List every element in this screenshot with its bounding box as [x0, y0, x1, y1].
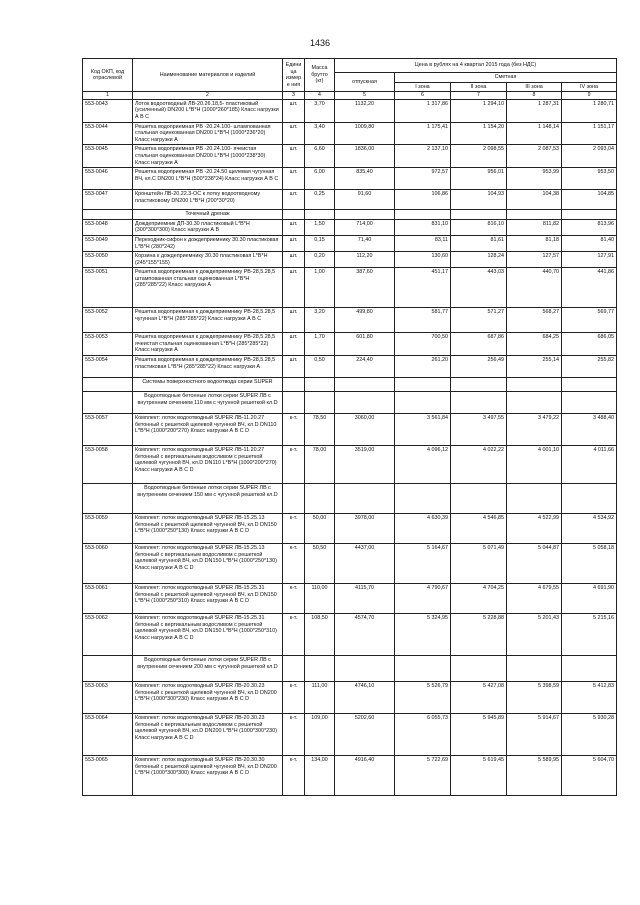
zone-3-price: 811,82 — [507, 219, 562, 235]
unit-cell: шт. — [283, 252, 305, 268]
empty-cell — [562, 484, 617, 514]
zone-3-price: 4 522,99 — [507, 514, 562, 544]
zone-3-price: 1 287,31 — [507, 99, 562, 122]
zone-2-price: 1 154,20 — [451, 122, 507, 145]
header-zone-4: IV зона — [562, 82, 617, 92]
column-number-row — [83, 92, 617, 100]
product-code: 553-0052 — [83, 308, 133, 333]
zone-1-price: 83,11 — [395, 235, 451, 251]
unit-cell: к-т. — [283, 584, 305, 614]
product-name: Решетка водоприемная к дождеприемнику РВ-28,5.28,5 пластиковая L*В*Н (285*285*22) Класс нагрузки А — [133, 356, 283, 378]
table-row — [83, 714, 617, 756]
empty-cell — [507, 656, 562, 682]
zone-2-price: 4 704,25 — [451, 584, 507, 614]
product-name: Комплект: лоток водоотводный SUPER ЛВ-11.20.27 бетонный с вертикальным водосливом с решеткой щелевой чугунной ВЧ, кл.D DN110 L*В*Н (1000*200*270) Класс нагрузки А В С D — [133, 446, 283, 484]
mass-cell: 110,00 — [305, 584, 335, 614]
product-code: 553-0059 — [83, 514, 133, 544]
column-number: 4 — [305, 92, 335, 100]
product-name: Решетка водоприемная к дождеприемнику РВ-28,5.28,5 штампованная стальная оцинкованная L*В*Н (285*285*22) Класс нагрузки А — [133, 268, 283, 308]
empty-cell — [83, 484, 133, 514]
mass-cell: 50,00 — [305, 514, 335, 544]
release-price-cell: 4916,40 — [335, 756, 395, 796]
product-code: 553-0054 — [83, 356, 133, 378]
empty-cell — [305, 656, 335, 682]
column-number: 3 — [283, 92, 305, 100]
mass-cell: 6,00 — [305, 168, 335, 190]
table-row — [83, 584, 617, 614]
page-number: 1436 — [309, 38, 331, 48]
header-name: Наименование материалов и изделий — [133, 59, 283, 92]
zone-4-price: 104,85 — [562, 190, 617, 210]
product-code: 553-0044 — [83, 122, 133, 145]
zone-1-price: 4 630,39 — [395, 514, 451, 544]
release-price-cell: 91,60 — [335, 190, 395, 210]
zone-4-price: 127,91 — [562, 252, 617, 268]
header-mass: Масса брутто (кг) — [305, 59, 335, 92]
zone-2-price: 256,49 — [451, 356, 507, 378]
zone-1-price: 1 317,86 — [395, 99, 451, 122]
zone-4-price: 441,86 — [562, 268, 617, 308]
section-row — [83, 210, 617, 220]
release-price-cell: 4574,70 — [335, 614, 395, 656]
zone-2-price: 128,24 — [451, 252, 507, 268]
table-row — [83, 756, 617, 796]
empty-cell — [451, 484, 507, 514]
zone-2-price: 5 427,08 — [451, 682, 507, 714]
empty-cell — [283, 378, 305, 392]
zone-2-price: 2 098,55 — [451, 145, 507, 168]
unit-cell: шт. — [283, 168, 305, 190]
product-code: 553-0051 — [83, 268, 133, 308]
section-row — [83, 656, 617, 682]
zone-2-price: 1 294,10 — [451, 99, 507, 122]
empty-cell — [305, 210, 335, 220]
zone-1-price: 700,50 — [395, 333, 451, 356]
zone-3-price: 255,14 — [507, 356, 562, 378]
section-title: Точечный дренаж — [133, 210, 283, 220]
zone-1-price: 972,57 — [395, 168, 451, 190]
column-number: 5 — [335, 92, 395, 100]
product-code: 553-0062 — [83, 614, 133, 656]
section-row — [83, 392, 617, 414]
table-row — [83, 145, 617, 168]
product-name: Решетка водоприемная РВ -20.24.100- ячеистая стальная оцинкованная DN200 L*В*Н (1000*238*30) Класс нагрузки А — [133, 145, 283, 168]
zone-3-price: 953,99 — [507, 168, 562, 190]
table-row — [83, 219, 617, 235]
table-row — [83, 682, 617, 714]
mass-cell: 3,20 — [305, 308, 335, 333]
product-name: Комплект: лоток водоотводный SUPER ЛВ-20.30.23 бетонный с вертикальным водосливом с решеткой щелевой чугунной ВЧ, кл.D DN200 L*В*Н (1000*300*230) Класс нагрузки А В С D — [133, 714, 283, 756]
unit-cell: к-т. — [283, 446, 305, 484]
mass-cell: 50,50 — [305, 544, 335, 584]
product-name: Комплект: лоток водоотводный SUPER ЛВ-15.25.13 бетонный с решеткой щелевой чугунной ВЧ, кл.D DN150 L*В*Н (1000*250*130) Класс нагрузки А В С D — [133, 514, 283, 544]
zone-4-price: 5 930,28 — [562, 714, 617, 756]
unit-cell: к-т. — [283, 514, 305, 544]
zone-2-price: 81,61 — [451, 235, 507, 251]
empty-cell — [83, 210, 133, 220]
unit-cell: шт. — [283, 333, 305, 356]
zone-4-price: 4 534,92 — [562, 514, 617, 544]
empty-cell — [83, 378, 133, 392]
section-title: Водоотводные бетонные лотки серии SUPER ЛВ с внутренним сечением 200 мм с чугунной решеткой кл.D — [133, 656, 283, 682]
zone-3-price: 1 148,14 — [507, 122, 562, 145]
product-code: 553-0045 — [83, 145, 133, 168]
zone-3-price: 127,57 — [507, 252, 562, 268]
table-row — [83, 252, 617, 268]
empty-cell — [305, 392, 335, 414]
empty-cell — [283, 392, 305, 414]
empty-cell — [335, 484, 395, 514]
section-row — [83, 484, 617, 514]
zone-2-price: 5 619,45 — [451, 756, 507, 796]
release-price-cell: 4746,10 — [335, 682, 395, 714]
product-name: Комплект: лоток водоотводный SUPER ЛВ-15.25.31 бетонный с решеткой щелевой чугунной ВЧ, кл.D DN150 L*В*Н (1000*250*310) Класс нагрузки А В С D — [133, 584, 283, 614]
release-price-cell: 4115,70 — [335, 584, 395, 614]
zone-3-price: 4 001,10 — [507, 446, 562, 484]
mass-cell: 6,60 — [305, 145, 335, 168]
product-name: Комплект: лоток водоотводный SUPER ЛВ-20.30.30 бетонный с решеткой щелевой чугунной ВЧ, кл.D DN200 L*В*Н (1000*300*300) Класс нагрузки А В С D — [133, 756, 283, 796]
section-title: Водоотводные бетонные лотки серии SUPER ЛВ с внутренним сечением 110 мм с чугунной решеткой кл.D — [133, 392, 283, 414]
zone-4-price: 1 151,17 — [562, 122, 617, 145]
zone-2-price: 5 071,49 — [451, 544, 507, 584]
product-code: 553-0060 — [83, 544, 133, 584]
mass-cell: 0,50 — [305, 356, 335, 378]
unit-cell: к-т. — [283, 756, 305, 796]
section-title: Системы поверхностного водоотвода серии SUPER — [133, 378, 283, 392]
product-code: 553-0057 — [83, 414, 133, 446]
release-price-cell: 224,40 — [335, 356, 395, 378]
zone-1-price: 130,60 — [395, 252, 451, 268]
empty-cell — [335, 656, 395, 682]
table-row — [83, 190, 617, 210]
product-code: 553-0050 — [83, 252, 133, 268]
empty-cell — [83, 392, 133, 414]
empty-cell — [283, 656, 305, 682]
mass-cell: 111,00 — [305, 682, 335, 714]
zone-1-price: 5 164,67 — [395, 544, 451, 584]
zone-4-price: 5 604,70 — [562, 756, 617, 796]
empty-cell — [305, 378, 335, 392]
zone-3-price: 5 044,87 — [507, 544, 562, 584]
release-price-cell: 835,40 — [335, 168, 395, 190]
product-code: 553-0048 — [83, 219, 133, 235]
mass-cell: 1,70 — [305, 333, 335, 356]
mass-cell: 78,00 — [305, 446, 335, 484]
empty-cell — [335, 392, 395, 414]
mass-cell: 78,50 — [305, 414, 335, 446]
zone-4-price: 953,50 — [562, 168, 617, 190]
table-row — [83, 446, 617, 484]
unit-cell: шт. — [283, 235, 305, 251]
zone-4-price: 5 215,16 — [562, 614, 617, 656]
empty-cell — [283, 484, 305, 514]
empty-cell — [507, 392, 562, 414]
zone-2-price: 5 945,89 — [451, 714, 507, 756]
zone-3-price: 568,27 — [507, 308, 562, 333]
section-title: Водоотводные бетонные лотки серии SUPER ЛВ с внутренним сечением 150 мм с чугунной решеткой кл.D — [133, 484, 283, 514]
product-name: Комплект: лоток водоотводный SUPER ЛВ-11.20.27 бетонный с решеткой щелевой чугунной ВЧ, кл.D DN110 L*В*Н (1000*200*270) Класс нагрузки А В С D — [133, 414, 283, 446]
zone-3-price: 440,70 — [507, 268, 562, 308]
zone-1-price: 6 055,73 — [395, 714, 451, 756]
header-unit: Едини ца измере ния — [283, 59, 305, 92]
unit-cell: шт. — [283, 308, 305, 333]
zone-4-price: 1 280,71 — [562, 99, 617, 122]
table-row — [83, 356, 617, 378]
product-name: Кронштейн ЛВ-20.22.3-ОС к лотку водоотводному пластиковому DN200 L*В*Н (200*30*20) — [133, 190, 283, 210]
column-number: 6 — [395, 92, 451, 100]
zone-4-price: 255,82 — [562, 356, 617, 378]
zone-3-price: 2 087,53 — [507, 145, 562, 168]
table-row — [83, 235, 617, 251]
zone-1-price: 2 137,10 — [395, 145, 451, 168]
header-zone-2: II зона — [451, 82, 507, 92]
release-price-cell: 499,80 — [335, 308, 395, 333]
zone-4-price: 813,96 — [562, 219, 617, 235]
mass-cell: 0,15 — [305, 235, 335, 251]
release-price-cell: 1836,00 — [335, 145, 395, 168]
unit-cell: шт. — [283, 190, 305, 210]
release-price-cell: 4437,00 — [335, 544, 395, 584]
price-table — [82, 58, 617, 796]
mass-cell: 0,25 — [305, 190, 335, 210]
mass-cell: 3,70 — [305, 99, 335, 122]
zone-3-price: 5 589,95 — [507, 756, 562, 796]
column-number: 7 — [451, 92, 507, 100]
empty-cell — [451, 210, 507, 220]
empty-cell — [562, 210, 617, 220]
zone-4-price: 2 093,04 — [562, 145, 617, 168]
unit-cell: к-т. — [283, 682, 305, 714]
empty-cell — [395, 210, 451, 220]
zone-1-price: 451,17 — [395, 268, 451, 308]
header-release-price: отпускная — [335, 73, 395, 92]
zone-1-price: 261,20 — [395, 356, 451, 378]
zone-4-price: 569,77 — [562, 308, 617, 333]
mass-cell: 1,50 — [305, 219, 335, 235]
zone-2-price: 956,01 — [451, 168, 507, 190]
mass-cell: 1,00 — [305, 268, 335, 308]
zone-1-price: 5 722,69 — [395, 756, 451, 796]
header-zone-1: I зона — [395, 82, 451, 92]
mass-cell: 108,50 — [305, 614, 335, 656]
column-number: 2 — [133, 92, 283, 100]
release-price-cell: 3060,00 — [335, 414, 395, 446]
zone-1-price: 831,10 — [395, 219, 451, 235]
release-price-cell: 112,20 — [335, 252, 395, 268]
empty-cell — [507, 210, 562, 220]
column-number: 1 — [83, 92, 133, 100]
mass-cell: 3,40 — [305, 122, 335, 145]
table-row — [83, 268, 617, 308]
table-row — [83, 544, 617, 584]
empty-cell — [305, 484, 335, 514]
release-price-cell: 714,00 — [335, 219, 395, 235]
empty-cell — [395, 484, 451, 514]
empty-cell — [335, 210, 395, 220]
zone-4-price: 81,40 — [562, 235, 617, 251]
header-estimate: Сметная — [395, 73, 617, 83]
table-row — [83, 614, 617, 656]
table-row — [83, 308, 617, 333]
product-code: 553-0046 — [83, 168, 133, 190]
empty-cell — [335, 378, 395, 392]
zone-3-price: 684,25 — [507, 333, 562, 356]
zone-1-price: 1 175,41 — [395, 122, 451, 145]
product-name: Корзина к дождеприемнику 30.30 пластиковая L*В*Н (245*155*155) — [133, 252, 283, 268]
product-code: 553-0053 — [83, 333, 133, 356]
release-price-cell: 3978,00 — [335, 514, 395, 544]
zone-3-price: 5 398,59 — [507, 682, 562, 714]
empty-cell — [395, 392, 451, 414]
zone-1-price: 5 324,95 — [395, 614, 451, 656]
zone-2-price: 443,03 — [451, 268, 507, 308]
release-price-cell: 601,80 — [335, 333, 395, 356]
release-price-cell: 71,40 — [335, 235, 395, 251]
zone-1-price: 3 561,84 — [395, 414, 451, 446]
empty-cell — [395, 378, 451, 392]
mass-cell: 134,00 — [305, 756, 335, 796]
zone-4-price: 686,05 — [562, 333, 617, 356]
unit-cell: шт. — [283, 268, 305, 308]
product-code: 553-0063 — [83, 682, 133, 714]
product-code: 553-0058 — [83, 446, 133, 484]
zone-3-price: 104,38 — [507, 190, 562, 210]
zone-2-price: 5 228,88 — [451, 614, 507, 656]
product-name: Лоток водоотводный ЛВ-20.26.18,5- пластиковый (усиленный) DN200 L*В*Н (1000*260*185) Класс нагрузки А В С — [133, 99, 283, 122]
product-name: Решетка водоприемная к дождеприемнику РВ-28,5.28,5 чугунная L*В*Н (285*285*22) Класс нагрузки А В С — [133, 308, 283, 333]
zone-3-price: 4 679,55 — [507, 584, 562, 614]
product-name: Комплект: лоток водоотводный SUPER ЛВ-15.25.13 бетонный с вертикальным водосливом с решеткой щелевой чугунной ВЧ, кл.D DN150 L*В*Н (1000*250*130) Класс нагрузки А В С D — [133, 544, 283, 584]
empty-cell — [395, 656, 451, 682]
column-number: 9 — [562, 92, 617, 100]
unit-cell: шт. — [283, 99, 305, 122]
product-name: Решетка водоприемная к дождеприемнику РВ-28,5.28,5 ячеистая стальная оцинкованная L*В*Н (285*285*22) Класс нагрузки А — [133, 333, 283, 356]
header-code: Код ОКП, код отраслевой — [83, 59, 133, 92]
mass-cell: 109,00 — [305, 714, 335, 756]
unit-cell: шт. — [283, 122, 305, 145]
empty-cell — [83, 656, 133, 682]
zone-1-price: 4 790,67 — [395, 584, 451, 614]
empty-cell — [283, 210, 305, 220]
product-code: 553-0047 — [83, 190, 133, 210]
unit-cell: шт. — [283, 356, 305, 378]
zone-3-price: 5 914,67 — [507, 714, 562, 756]
unit-cell: к-т. — [283, 414, 305, 446]
zone-4-price: 5 058,18 — [562, 544, 617, 584]
table-row — [83, 514, 617, 544]
empty-cell — [451, 392, 507, 414]
table-row — [83, 122, 617, 145]
product-name: Переходник-сифон к дождеприемнику 30.30 пластиковая L*В*Н (280*242) — [133, 235, 283, 251]
table-row — [83, 168, 617, 190]
product-name: Решетка водоприемная РВ -20.24.50 щелевая чугунная ВЧ, кл.С DN200 L*В*Н (500*238*24) Класс нагрузки А В С — [133, 168, 283, 190]
release-price-cell: 387,60 — [335, 268, 395, 308]
zone-2-price: 104,93 — [451, 190, 507, 210]
zone-2-price: 816,10 — [451, 219, 507, 235]
release-price-cell: 1009,80 — [335, 122, 395, 145]
unit-cell: шт. — [283, 219, 305, 235]
unit-cell: шт. — [283, 145, 305, 168]
empty-cell — [507, 484, 562, 514]
product-code: 553-0049 — [83, 235, 133, 251]
unit-cell: к-т. — [283, 714, 305, 756]
zone-4-price: 3 488,40 — [562, 414, 617, 446]
zone-2-price: 3 497,55 — [451, 414, 507, 446]
zone-1-price: 106,86 — [395, 190, 451, 210]
empty-cell — [451, 656, 507, 682]
unit-cell: к-т. — [283, 614, 305, 656]
zone-4-price: 4 011,66 — [562, 446, 617, 484]
release-price-cell: 5202,60 — [335, 714, 395, 756]
zone-3-price: 5 201,43 — [507, 614, 562, 656]
table-row — [83, 414, 617, 446]
zone-3-price: 81,18 — [507, 235, 562, 251]
zone-2-price: 4 022,22 — [451, 446, 507, 484]
zone-1-price: 4 096,12 — [395, 446, 451, 484]
empty-cell — [507, 378, 562, 392]
empty-cell — [451, 378, 507, 392]
unit-cell: к-т. — [283, 544, 305, 584]
zone-4-price: 5 412,83 — [562, 682, 617, 714]
product-code: 553-0061 — [83, 584, 133, 614]
empty-cell — [562, 656, 617, 682]
product-code: 553-0043 — [83, 99, 133, 122]
zone-2-price: 687,86 — [451, 333, 507, 356]
zone-4-price: 4 691,90 — [562, 584, 617, 614]
product-name: Решетка водоприемная РВ -20.24.100- штампованная стальная оцинкованная DN200 L*В*Н (1000*236*20) Класс нагрузки А — [133, 122, 283, 145]
header-zone-3: III зона — [507, 82, 562, 92]
header-price: Цена в рублях на 4 квартал 2015 года (без НДС) — [335, 59, 617, 73]
zone-3-price: 3 479,22 — [507, 414, 562, 446]
zone-1-price: 5 526,79 — [395, 682, 451, 714]
empty-cell — [562, 378, 617, 392]
release-price-cell: 1132,20 — [335, 99, 395, 122]
empty-cell — [562, 392, 617, 414]
mass-cell: 0,20 — [305, 252, 335, 268]
product-code: 553-0064 — [83, 714, 133, 756]
product-name: Комплект: лоток водоотводный SUPER ЛВ-15.25.31 бетонный с вертикальным водосливом с решеткой щелевой чугунной ВЧ, кл.D DN150 L*В*Н (1000*250*310) Класс нагрузки А В С D — [133, 614, 283, 656]
zone-2-price: 4 546,85 — [451, 514, 507, 544]
table-row — [83, 333, 617, 356]
product-name: Комплект: лоток водоотводный SUPER ЛВ-20.30.23 бетонный с решеткой щелевой чугунной ВЧ, кл.D DN200 L*В*Н (1000*300*230) Класс нагрузки А В С D — [133, 682, 283, 714]
column-number: 8 — [507, 92, 562, 100]
table-row — [83, 99, 617, 122]
zone-2-price: 571,27 — [451, 308, 507, 333]
product-name: Дождеприемник ДП-30.30 пластиковый L*В*Н (300*300*300) Класс нагрузки А В — [133, 219, 283, 235]
release-price-cell: 3519,00 — [335, 446, 395, 484]
zone-1-price: 581,77 — [395, 308, 451, 333]
product-code: 553-0065 — [83, 756, 133, 796]
section-row — [83, 378, 617, 392]
